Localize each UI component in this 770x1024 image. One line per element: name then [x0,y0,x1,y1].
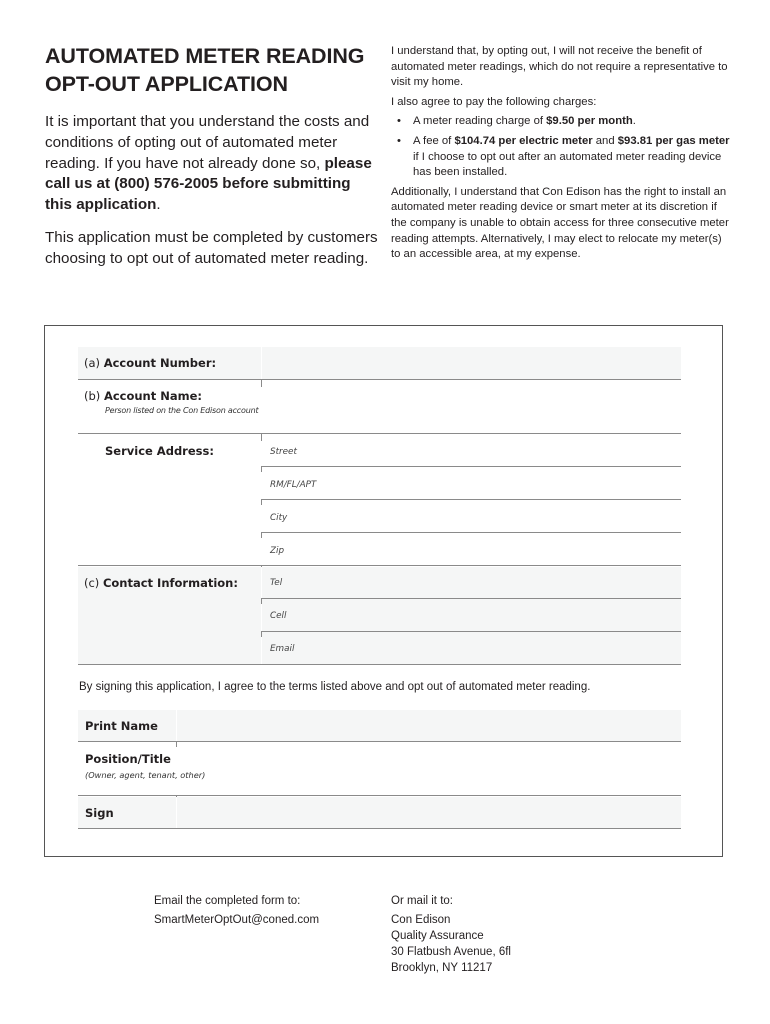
charge-item-monthly: • A meter reading charge of $9.50 per month. [391,114,731,130]
bullet-icon: • [397,115,401,128]
row-divider [78,565,681,566]
city-hint: City [270,513,288,523]
intro-paragraph-1: It is important that you understand the costs and conditions of opting out of automated meter reading. If you have not already done so, please call us at (800) 576-2005 before submitting this application. [45,113,372,214]
account-number-input[interactable] [262,348,685,380]
apt-hint: RM/FL/APT [270,480,317,490]
contact-info-label: (c) Contact Information: [84,576,238,590]
tel-hint: Tel [270,578,283,588]
terms-paragraph-3: Additionally, I understand that Con Edison has the right to install an automated meter reading device or smart meter at its discretion if the company is unable to obtain access for three consecutive meter reading attempts. Alternatively, I may elect to relocate my meter(s) to an accessible area, at my expense. [391,185,729,261]
account-name-label: (b) Account Name: [84,389,203,403]
field-divider [261,466,681,467]
email-address-link[interactable]: SmartMeterOptOut@coned.com [154,914,320,926]
row-tick [176,742,177,747]
row-divider [78,664,681,665]
mail-heading: Or mail it to: [391,895,453,907]
terms-text [391,44,731,267]
cell-input[interactable] [262,601,685,633]
email-heading: Email the completed form to: [154,895,301,907]
call-us-notice: please call us at (800) 576-2005 before submitting this application [45,154,372,214]
print-name-label: Print Name [85,719,158,733]
bullet-icon: • [397,134,401,147]
field-divider [261,499,681,500]
account-number-label: (a) Account Number: [84,356,217,370]
account-name-input[interactable] [262,392,685,424]
city-input[interactable] [262,502,685,534]
field-divider [261,631,681,632]
cell-hint: Cell [270,611,287,621]
mail-address-line: 30 Flatbush Avenue, 6fl [391,946,511,958]
column-separator [176,710,177,742]
mail-address-line: Con Edison [391,914,451,926]
street-input[interactable] [262,436,685,468]
tel-input[interactable] [262,568,685,600]
position-title-label: Position/Title [85,752,171,766]
page-title-line1: AUTOMATED METER READING [45,44,365,68]
email-input[interactable] [262,634,685,666]
intro-paragraph-2: This application must be completed by customers choosing to opt out of automated meter reading. [45,228,378,267]
terms-paragraph-1: I understand that, by opting out, I will not receive the benefit of automated meter readings, which do not require a representative to visit my home. [391,45,728,89]
position-title-input[interactable] [178,750,685,782]
row-divider [78,433,681,434]
sign-label: Sign [85,806,114,820]
apt-input[interactable] [262,469,685,501]
charges-list [391,114,731,180]
mail-address-line: Quality Assurance [391,930,484,942]
position-title-sublabel: (Owner, agent, tenant, other) [85,770,206,780]
page-title-line2: OPT-OUT APPLICATION [45,72,288,96]
zip-hint: Zip [270,546,285,556]
email-instructions [154,893,319,928]
email-hint: Email [270,644,295,654]
field-divider [261,598,681,599]
intro-text [45,112,380,282]
field-divider [261,532,681,533]
terms-paragraph-2: I also agree to pay the following charges: [391,95,597,108]
print-name-input[interactable] [178,711,685,743]
service-address-label: Service Address: [105,444,214,458]
mail-address-line: Brooklyn, NY 11217 [391,962,493,974]
street-hint: Street [270,447,297,457]
charge-item-fee: • A fee of $104.74 per electric meter and $93.81 per gas meter if I choose to opt out after an automated meter reading device has been installed. [397,134,730,179]
column-separator [176,797,177,828]
row-divider [78,379,681,380]
account-name-sublabel: Person listed on the Con Edison account [105,406,259,415]
row-divider [78,741,681,742]
mail-instructions [391,893,511,976]
row-divider [78,795,681,796]
row-divider [78,828,681,829]
zip-input[interactable] [262,535,685,567]
signature-input[interactable] [178,798,685,830]
page-title [45,42,390,98]
agreement-statement: By signing this application, I agree to the terms listed above and opt out of automated meter reading. [79,681,591,693]
